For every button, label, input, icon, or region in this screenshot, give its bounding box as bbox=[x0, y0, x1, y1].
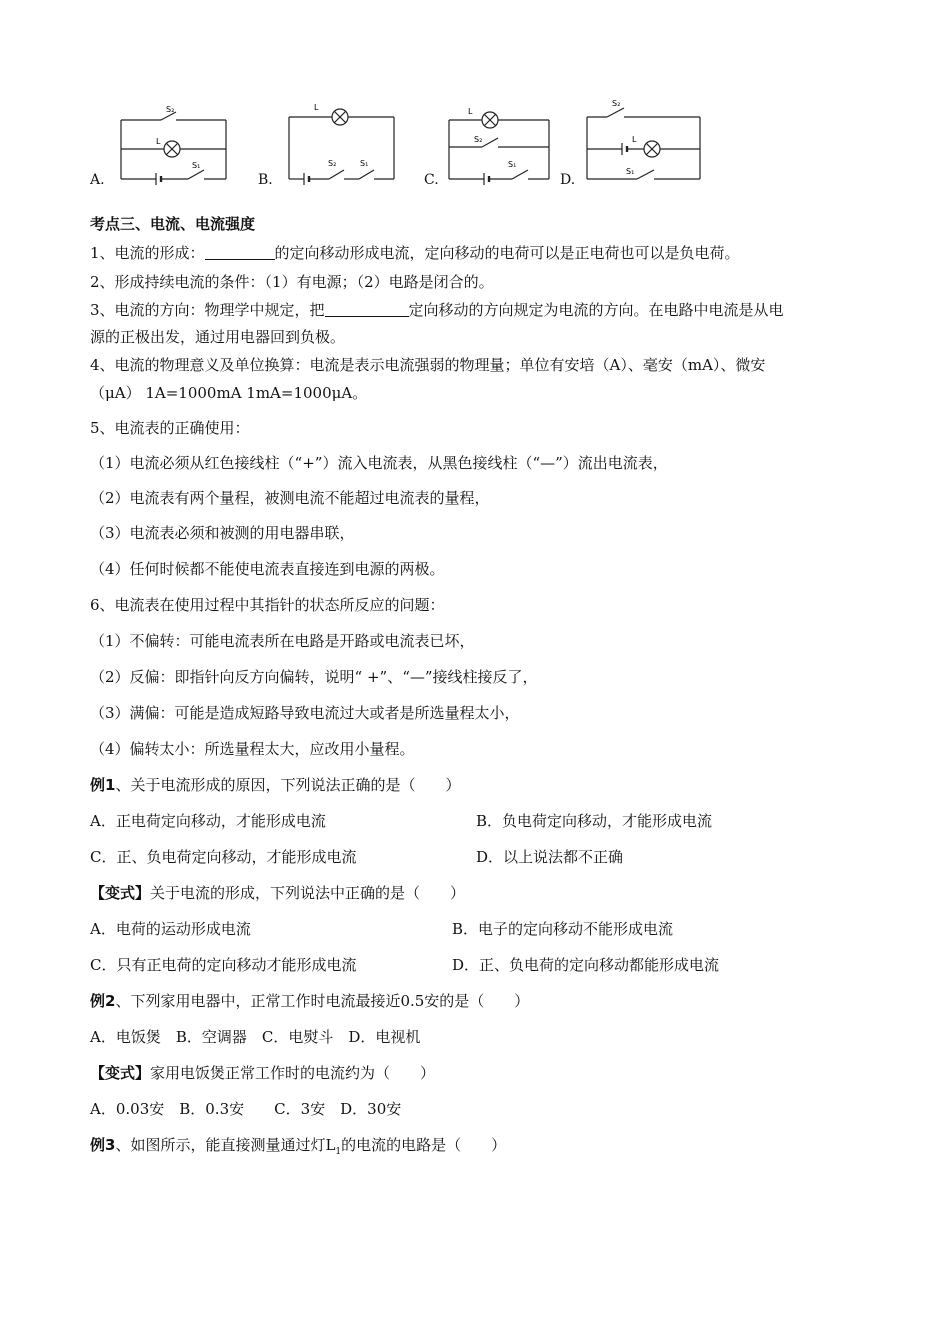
variant-2-question: 【变式】家用电饭煲正常工作时的电流约为（ ） bbox=[90, 1064, 436, 1082]
circuit-diagram-c bbox=[444, 92, 559, 187]
point-6: 6、电流表在使用过程中其指针的状态所反应的问题： bbox=[90, 596, 445, 614]
variant-1-option-d: D．正、负电荷的定向移动都能形成电流 bbox=[452, 956, 720, 974]
point-3-cont: 源的正极出发，通过用电器回到负极。 bbox=[90, 328, 346, 346]
point-5-4: （4）任何时候都不能使电流表直接连到电源的两极。 bbox=[90, 560, 445, 578]
example-3-question: 例3、如图所示，能直接测量通过灯$L_1$的电流的电路是（ ） bbox=[90, 1136, 507, 1157]
point-6-4: （4）偏转太小：所选量程太大，应改用小量程。 bbox=[90, 740, 415, 758]
label-s1: S₁ bbox=[626, 167, 635, 176]
point-6-3: （3）满偏：可能是造成短路导致电流过大或者是所选量程太小， bbox=[90, 704, 520, 722]
example-1-option-c: C．正、负电荷定向移动，才能形成电流 bbox=[90, 848, 357, 866]
label-s1: S₁ bbox=[508, 160, 517, 169]
label-s1: S₁ bbox=[360, 159, 369, 168]
circuit-diagram-a bbox=[116, 92, 231, 187]
point-2: 2、形成持续电流的条件：（1）有电源；（2）电路是闭合的。 bbox=[90, 273, 494, 291]
point-4: 4、电流的物理意义及单位换算：电流是表示电流强弱的物理量；单位有安培（A）、毫安（mA）、微安 bbox=[90, 356, 766, 374]
label-s2: S₂ bbox=[612, 99, 621, 108]
example-1-option-a: A．正电荷定向移动，才能形成电流 bbox=[90, 812, 326, 830]
point-6-1: （1）不偏转：可能电流表所在电路是开路或电流表已坏， bbox=[90, 632, 475, 650]
example-2-question: 例2、下列家用电器中，正常工作时电流最接近0.5安的是（ ） bbox=[90, 992, 530, 1010]
section-heading: 考点三、电流、电流强度 bbox=[90, 215, 256, 233]
point-5-2: （2）电流表有两个量程，被测电流不能超过电流表的量程， bbox=[90, 489, 490, 507]
variant-1-option-b: B．电子的定向移动不能形成电流 bbox=[452, 920, 674, 938]
example-1-question: 例1、关于电流形成的原因，下列说法正确的是（ ） bbox=[90, 776, 461, 794]
label-lamp: L bbox=[314, 103, 319, 112]
label-lamp: L bbox=[632, 135, 637, 144]
label-s2: S₂ bbox=[474, 135, 483, 144]
label-s1: S₁ bbox=[192, 161, 201, 170]
label-lamp: L bbox=[156, 137, 161, 146]
example-1-option-b: B．负电荷定向移动，才能形成电流 bbox=[476, 812, 713, 830]
example-2-options: A．电饭煲 B．空调器 C．电熨斗 D．电视机 bbox=[90, 1028, 421, 1046]
point-5-1: （1）电流必须从红色接线柱（“+”）流入电流表，从黑色接线柱（“—”）流出电流表， bbox=[90, 454, 668, 472]
point-5-3: （3）电流表必须和被测的用电器串联， bbox=[90, 524, 355, 542]
point-5: 5、电流表的正确使用： bbox=[90, 419, 250, 437]
point-4-cont: （μA） 1A=1000mA 1mA=1000μA。 bbox=[90, 384, 368, 402]
option-letter-d: D. bbox=[560, 172, 576, 188]
option-letter-a: A. bbox=[90, 172, 105, 188]
circuit-diagram-d bbox=[582, 92, 707, 187]
circuit-options-row bbox=[88, 92, 728, 192]
point-6-2: （2）反偏：即指针向反方向偏转，说明“ +”、“—”接线柱接反了， bbox=[90, 668, 538, 686]
variant-2-options: A．0.03安 B．0.3安 C．3安 D．30安 bbox=[90, 1100, 402, 1118]
fill-blank bbox=[325, 301, 409, 317]
variant-1-question: 【变式】关于电流的形成，下列说法中正确的是（ ） bbox=[90, 884, 466, 902]
point-1: 1、电流的形成： 的定向移动形成电流，定向移动的电荷可以是正电荷也可以是负电荷。 bbox=[90, 244, 740, 262]
label-lamp: L bbox=[468, 107, 473, 116]
option-letter-b: B. bbox=[258, 172, 273, 188]
point-3: 3、电流的方向：物理学中规定，把 定向移动的方向规定为电流的方向。在电路中电流是从电 bbox=[90, 301, 784, 319]
variant-1-option-a: A．电荷的运动形成电流 bbox=[90, 920, 251, 938]
label-s2: S₂ bbox=[328, 159, 337, 168]
label-s2: S₂ bbox=[166, 105, 175, 114]
example-1-option-d: D．以上说法都不正确 bbox=[476, 848, 624, 866]
variant-1-option-c: C．只有正电荷的定向移动才能形成电流 bbox=[90, 956, 357, 974]
option-letter-c: C. bbox=[424, 172, 439, 188]
fill-blank bbox=[205, 244, 275, 260]
circuit-diagram-b bbox=[284, 92, 399, 187]
